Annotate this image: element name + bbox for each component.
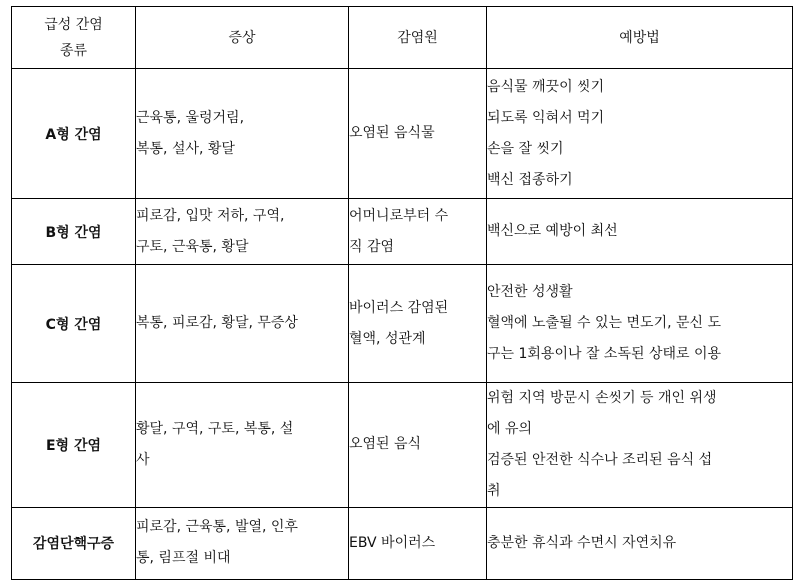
cell-line: 혈액에 노출될 수 있는 면도기, 문신 도 xyxy=(487,315,722,332)
hepatitis-table xyxy=(11,6,793,580)
cell-line: 혈액, 성관계 xyxy=(349,330,426,347)
type-cell: A형 간염 xyxy=(12,69,136,199)
cell-line: 충분한 휴식과 수면시 자연치유 xyxy=(487,534,677,551)
cell-line: 취 xyxy=(487,482,501,499)
symptoms-cell xyxy=(136,382,349,507)
cell-line: 안전한 성생활 xyxy=(487,284,573,301)
cell-line: 음식물 깨끗이 씻기 xyxy=(487,78,605,95)
cell-line: 백신 접종하기 xyxy=(487,171,573,188)
prevention-cell xyxy=(487,69,793,199)
cell-line: 되도록 익혀서 먹기 xyxy=(487,109,605,126)
cell-line: 위험 지역 방문시 손씻기 등 개인 위생 xyxy=(487,389,717,406)
cell-line: 피로감, 근육통, 발열, 인후 xyxy=(136,519,298,536)
type-cell: B형 간염 xyxy=(12,199,136,265)
cell-line: 직 감염 xyxy=(349,238,395,255)
cell-line: 오염된 음식 xyxy=(349,436,422,453)
source-cell xyxy=(349,507,487,579)
header-row xyxy=(12,7,793,69)
header-source: 감염원 xyxy=(349,7,487,69)
cell-line: 오염된 음식물 xyxy=(349,125,435,142)
cell-line: 구는 1회용이나 잘 소독된 상태로 이용 xyxy=(487,346,722,363)
table-row xyxy=(12,265,793,382)
table-row xyxy=(12,382,793,507)
cell-line: 피로감, 입맛 저하, 구역, xyxy=(136,207,285,224)
header-symptoms: 증상 xyxy=(136,7,349,69)
cell-line: 통, 림프절 비대 xyxy=(136,550,231,567)
source-cell xyxy=(349,265,487,382)
prevention-cell xyxy=(487,507,793,579)
table-row xyxy=(12,69,793,199)
cell-line: 황달, 구역, 구토, 복통, 설 xyxy=(136,420,294,437)
header-prevention: 예방법 xyxy=(487,7,793,69)
source-cell xyxy=(349,382,487,507)
symptoms-cell xyxy=(136,199,349,265)
source-cell xyxy=(349,69,487,199)
cell-line: 손을 잘 씻기 xyxy=(487,140,564,157)
table-row xyxy=(12,507,793,579)
table-row xyxy=(12,199,793,265)
header-type-line: 종류 xyxy=(59,42,88,59)
type-cell: C형 간염 xyxy=(12,265,136,382)
cell-line: 검증된 안전한 식수나 조리된 음식 섭 xyxy=(487,451,713,468)
symptoms-cell xyxy=(136,265,349,382)
prevention-cell xyxy=(487,199,793,265)
cell-line: 사 xyxy=(136,451,150,468)
cell-line: 복통, 피로감, 황달, 무증상 xyxy=(136,315,298,332)
cell-line: 어머니로부터 수 xyxy=(349,207,449,224)
header-type xyxy=(12,7,136,69)
cell-line: 에 유의 xyxy=(487,420,533,437)
cell-line: 복통, 설사, 황달 xyxy=(136,140,235,157)
prevention-cell xyxy=(487,265,793,382)
prevention-cell xyxy=(487,382,793,507)
cell-line: 근육통, 울렁거림, xyxy=(136,109,245,126)
header-type-line: 급성 간염 xyxy=(44,16,103,33)
symptoms-cell xyxy=(136,69,349,199)
cell-line: 백신으로 예방이 최선 xyxy=(487,223,618,240)
source-cell xyxy=(349,199,487,265)
type-cell: 감염단핵구증 xyxy=(12,507,136,579)
cell-line: EBV 바이러스 xyxy=(349,534,436,551)
symptoms-cell xyxy=(136,507,349,579)
cell-line: 구토, 근육통, 황달 xyxy=(136,238,249,255)
type-cell: E형 간염 xyxy=(12,382,136,507)
cell-line: 바이러스 감염된 xyxy=(349,299,449,316)
